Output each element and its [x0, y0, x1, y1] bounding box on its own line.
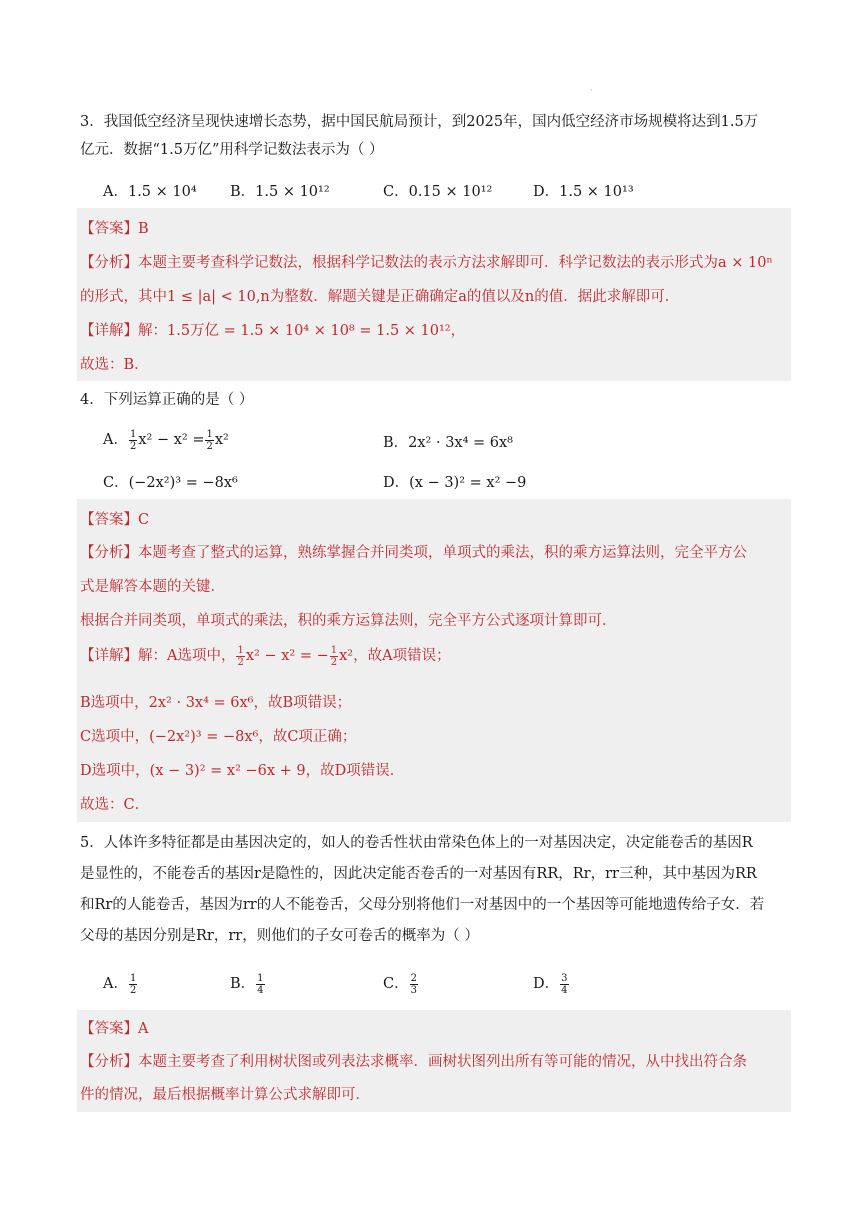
q3-analysis-line2: 的形式，其中1 ≤ |a| < 10,n为整数．解题关键是正确确定a的值以及n的值．据此求解即可．	[80, 289, 680, 305]
q4-detail-mid: x² − x² = −	[245, 648, 329, 664]
frac-den: 2	[330, 656, 338, 668]
q5-stem-line1: 5．人体许多特征都是由基因决定的，如人的卷舌性状由常染色体上的一对基因决定，决定能卷舌的基因R	[80, 835, 753, 851]
option-fraction	[256, 973, 264, 996]
option-fraction	[129, 973, 137, 996]
q4-option-d: D．(x − 3)² = x² −9	[383, 475, 527, 491]
q5-analysis-line2: 件的情况，最后根据概率计算公式求解即可．	[80, 1087, 370, 1103]
q4-option-c: C．(−2x²)³ = −8x⁶	[103, 475, 238, 491]
q5-option-b	[230, 972, 266, 996]
q5-stem-line2: 是显性的，不能卷舌的基因r是隐性的，因此决定能否卷舌的一对基因有RR，Rr，rr三种，其中基因为RR	[80, 866, 757, 882]
q3-stem-line2: 亿元．数据“1.5万亿”用科学记数法表示为（ ）	[80, 142, 384, 158]
q3-option-d: D．1.5 × 10¹³	[533, 184, 634, 200]
q5-option-c	[383, 972, 419, 996]
q3-stem-line1: 3．我国低空经济呈现快速增长态势，据中国民航局预计，到2025年，国内低空经济市场规模将达到1.5万	[80, 114, 759, 130]
q5-answer: 【答案】A	[80, 1021, 149, 1037]
q5-stem-line4: 父母的基因分别是Rr，rr，则他们的子女可卷舌的概率为（ ）	[80, 928, 479, 944]
q4-stem: 4．下列运算正确的是（ ）	[80, 392, 254, 408]
frac-num: 1	[237, 644, 244, 656]
half-fraction	[205, 429, 213, 452]
q4-detail-d: D选项中，(x − 3)² = x² −6x + 9，故D项错误．	[80, 763, 405, 779]
frac-num: 1	[129, 972, 137, 984]
half-fraction	[129, 429, 137, 452]
q3-option-a: A．1.5 × 10⁴	[103, 184, 197, 200]
q4-detail-prefix: 【详解】解：A选项中，	[80, 648, 236, 664]
option-label: A．	[103, 976, 128, 992]
q3-conclusion: 故选：B．	[80, 357, 149, 373]
q3-stem	[80, 108, 795, 164]
page-marker: ·	[590, 86, 593, 95]
q4-analysis-line3: 根据合并同类项，单项式的乘法，积的乘方运算法则，完全平方公式逐项计算即可．	[80, 613, 617, 629]
q4-detail-tail: x²，故A项错误；	[339, 648, 451, 664]
frac-den: 4	[257, 984, 264, 996]
q4-conclusion: 故选：C．	[80, 797, 150, 813]
frac-num: 2	[410, 972, 417, 984]
option-label: D．	[533, 976, 560, 992]
half-fraction	[236, 645, 244, 668]
frac-num: 1	[129, 428, 137, 440]
frac-den: 2	[206, 440, 213, 452]
frac-num: 3	[561, 972, 568, 984]
q4-detail-a	[80, 644, 785, 668]
frac-num: 1	[330, 644, 338, 656]
q4-option-a	[103, 428, 229, 452]
q3-option-c: C．0.15 × 10¹²	[383, 184, 493, 200]
frac-den: 2	[129, 440, 137, 452]
q3-answer: 【答案】B	[80, 221, 149, 237]
q5-option-d	[533, 972, 570, 996]
half-fraction	[330, 645, 338, 668]
frac-den: 4	[561, 984, 568, 996]
q4-option-b: B．2x² · 3x⁴ = 6x⁸	[383, 435, 513, 451]
q4-option-a-label: A．	[103, 432, 128, 448]
q4-solution-box	[77, 499, 791, 822]
option-label: B．	[230, 976, 256, 992]
q4-analysis-line1: 【分析】本题考查了整式的运算，熟练掌握合并同类项，单项式的乘法，积的乘方运算法则，完全平方公	[80, 545, 747, 561]
option-fraction	[560, 973, 568, 996]
q5-solution-box	[77, 1010, 791, 1112]
q3-detail: 【详解】解：1.5万亿 = 1.5 × 10⁴ × 10⁸ = 1.5 × 10¹²，	[80, 323, 466, 339]
q4-option-a-tail: x²	[214, 432, 229, 448]
q5-stem	[80, 829, 795, 953]
q3-analysis-line1: 【分析】本题主要考查科学记数法，根据科学记数法的表示方法求解即可．科学记数法的表示形式为a × 10ⁿ	[80, 255, 773, 271]
q5-analysis-line1: 【分析】本题主要考查了利用树状图或列表法求概率．画树状图列出所有等可能的情况，从中找出符合条	[80, 1054, 747, 1070]
option-label: C．	[383, 976, 409, 992]
q5-stem-line3: 和Rr的人能卷舌，基因为rr的人不能卷舌，父母分别将他们一对基因中的一个基因等可能地遗传给子女．若	[80, 897, 765, 913]
q3-option-b: B．1.5 × 10¹²	[230, 184, 330, 200]
q4-answer: 【答案】C	[80, 512, 150, 528]
frac-den: 2	[129, 984, 137, 996]
frac-num: 1	[206, 428, 213, 440]
q4-detail-c: C选项中，(−2x²)³ = −8x⁶，故C项正确；	[80, 729, 357, 745]
q5-option-a	[103, 972, 138, 996]
q4-analysis-line2: 式是解答本题的关键．	[80, 579, 225, 595]
frac-num: 1	[257, 972, 264, 984]
q4-option-a-mid: x² − x² =	[138, 432, 205, 448]
q3-solution-box	[77, 208, 791, 381]
frac-den: 3	[410, 984, 417, 996]
option-fraction	[410, 973, 418, 996]
frac-den: 2	[237, 656, 244, 668]
q4-detail-b: B选项中，2x² · 3x⁴ = 6x⁶，故B项错误；	[80, 695, 352, 711]
